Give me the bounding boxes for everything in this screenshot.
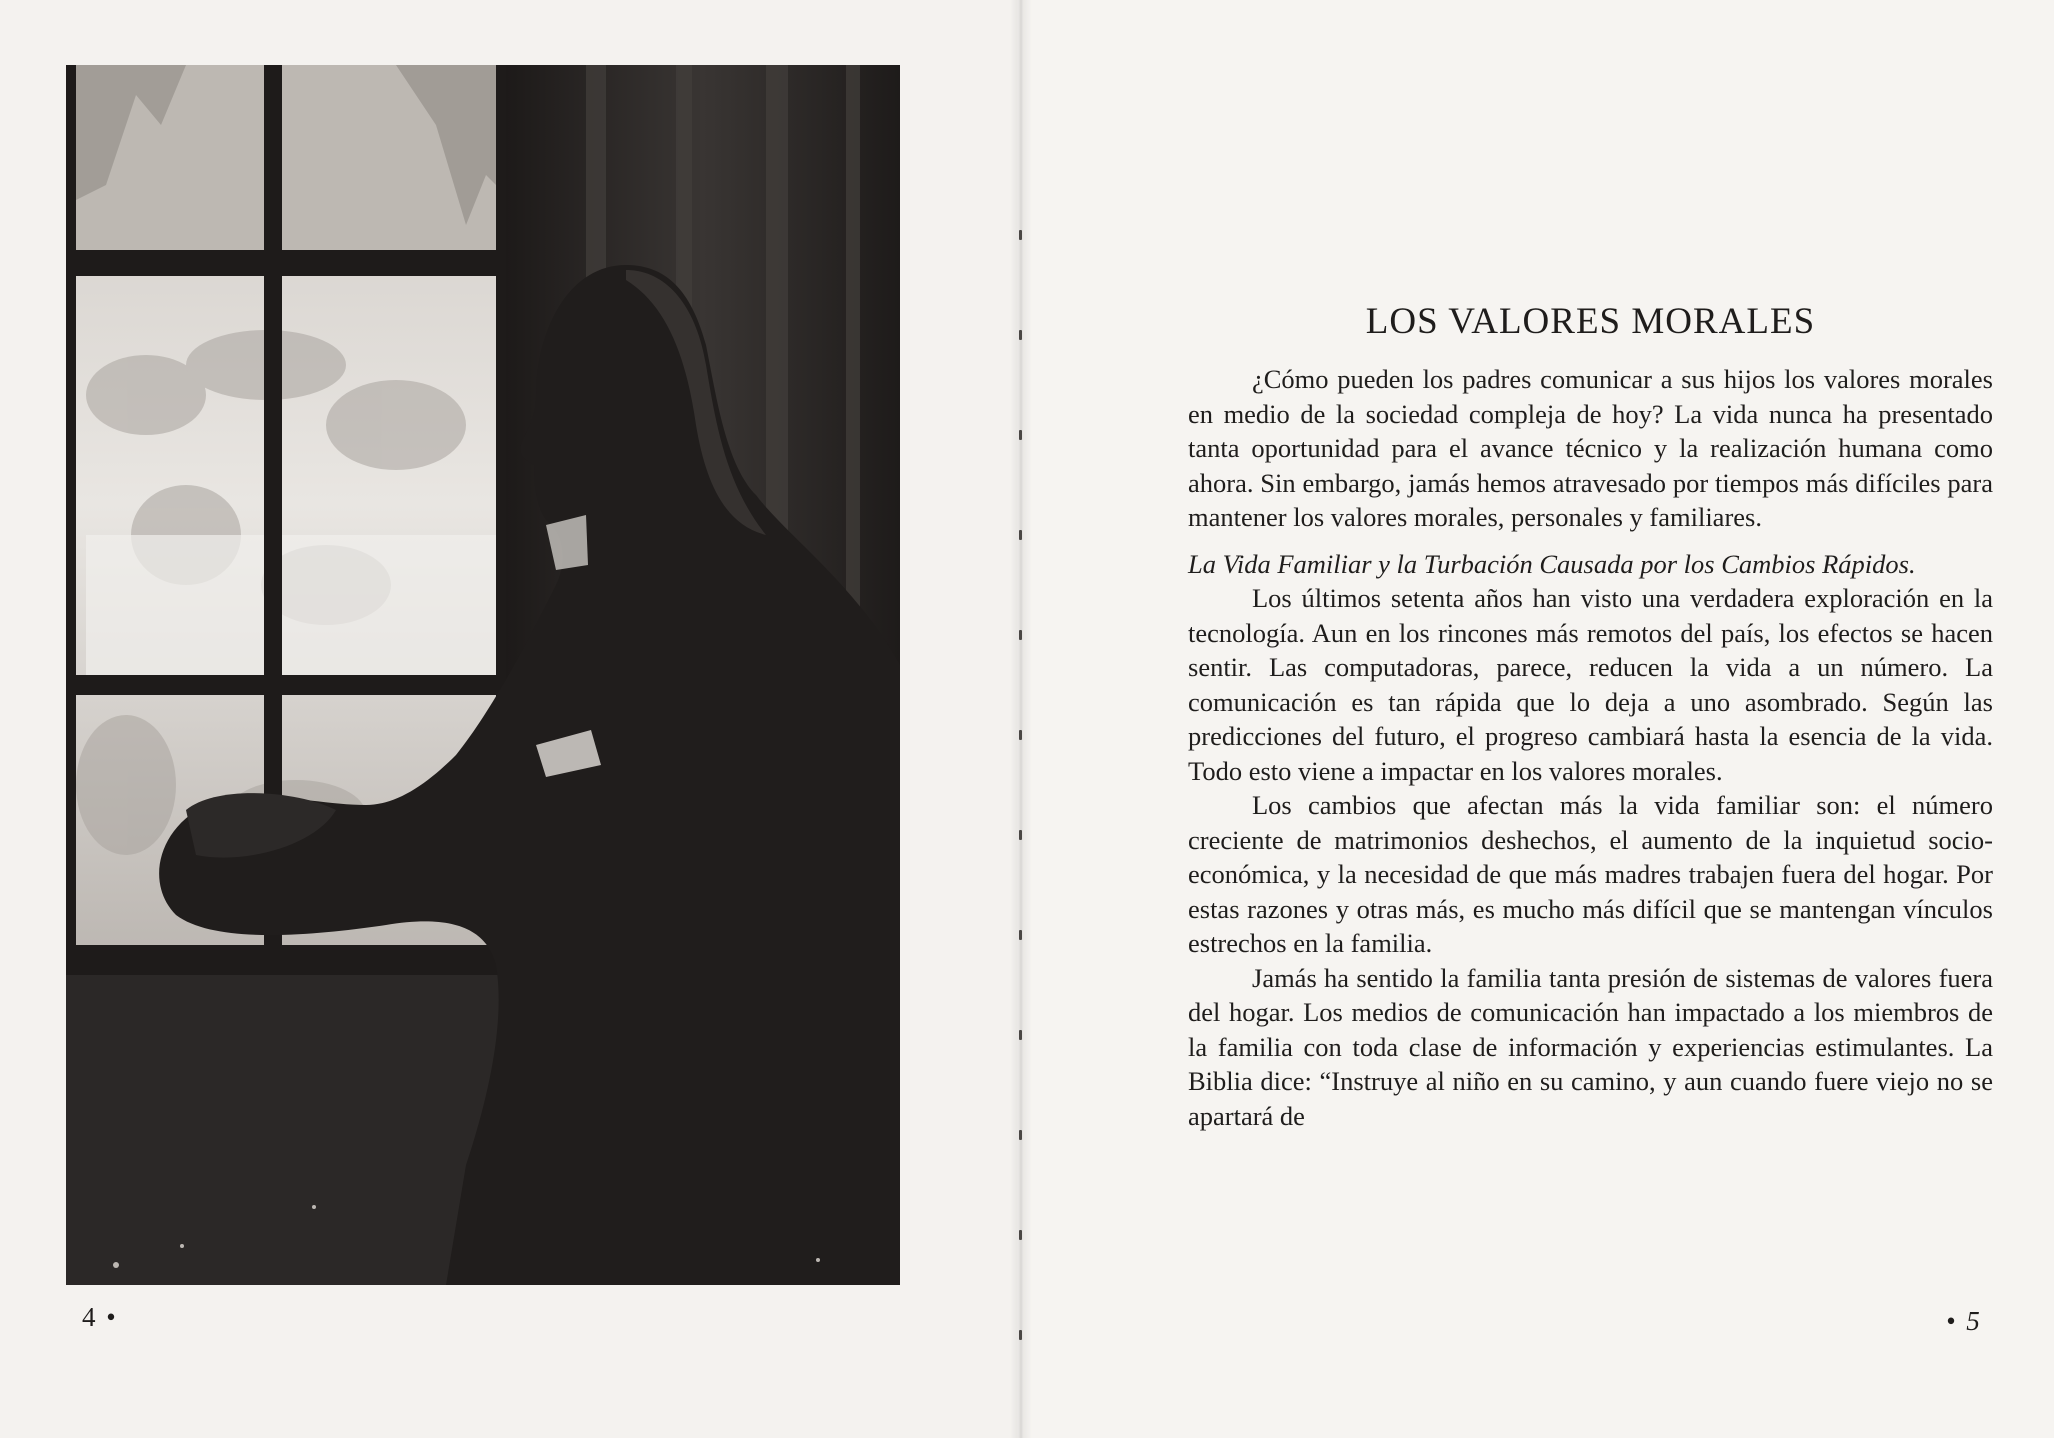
binding-mark (1019, 330, 1022, 340)
binding-mark (1019, 730, 1022, 740)
binding-mark (1019, 830, 1022, 840)
photograph-woman-at-window (66, 65, 900, 1285)
photo-illustration (66, 65, 900, 1285)
article-column (1188, 300, 1993, 1133)
body-paragraph: Los últimos setenta años han visto una verdadera exploración en la tecnología. Aun en los rincones más remotos del país, los efectos se hacen sentir. Las computadoras, parece, reducen la vida a un número. La comunicación es tan rápida que lo deja a uno asombrado. Según las predicciones del futuro, el progreso cambiará hasta la esencia de la vida. Todo esto viene a impactar en los valores morales. (1188, 583, 1993, 786)
binding-mark (1019, 530, 1022, 540)
binding-mark (1019, 430, 1022, 440)
body-paragraph: ¿Cómo pueden los padres comunicar a sus hijos los valores morales en medio de la sociedad compleja de hoy? La vida nunca ha presentado tanta oportunidad para el avance técnico y la realización humana como ahora. Sin embargo, jamás hemos atravesado por tiempos más difíciles para mantener los valores morales, personales y familiares. (1188, 364, 1993, 532)
binding-mark (1019, 1230, 1022, 1240)
binding-mark (1019, 930, 1022, 940)
page-title: LOS VALORES MORALES (1365, 301, 1816, 342)
binding-mark (1019, 630, 1022, 640)
body-paragraph: Los cambios que afectan más la vida familiar son: el número creciente de matrimonios deshechos, el aumento de la inquietud socio-económica, y la necesidad de que más madres trabajen fuera del hogar. Por estas razones y otras más, es mucho más difícil que se mantengan vínculos estrechos en la familia. (1188, 790, 1993, 958)
body-paragraph: Jamás ha sentido la familia tanta presión de sistemas de valores fuera del hogar. Los medios de comunicación han impactado a los miembros de la familia con toda clase de información y experiencias estimulantes. La Biblia dice: “Instruye al niño en su camino, y aun cuando fuere viejo no se apartará de (1188, 962, 1993, 1131)
binding-mark (1019, 1330, 1022, 1340)
page-number-left: 4 • (82, 1302, 118, 1332)
binding-mark (1019, 1130, 1022, 1140)
left-page (0, 0, 1017, 1438)
binding-mark (1019, 230, 1022, 240)
book-gutter (1010, 0, 1032, 1438)
binding-mark (1019, 1030, 1022, 1040)
section-subheading: La Vida Familiar y la Turbación Causada por los Cambios Rápidos. (1188, 548, 1916, 579)
page-number-right: • 5 (1946, 1306, 1982, 1336)
